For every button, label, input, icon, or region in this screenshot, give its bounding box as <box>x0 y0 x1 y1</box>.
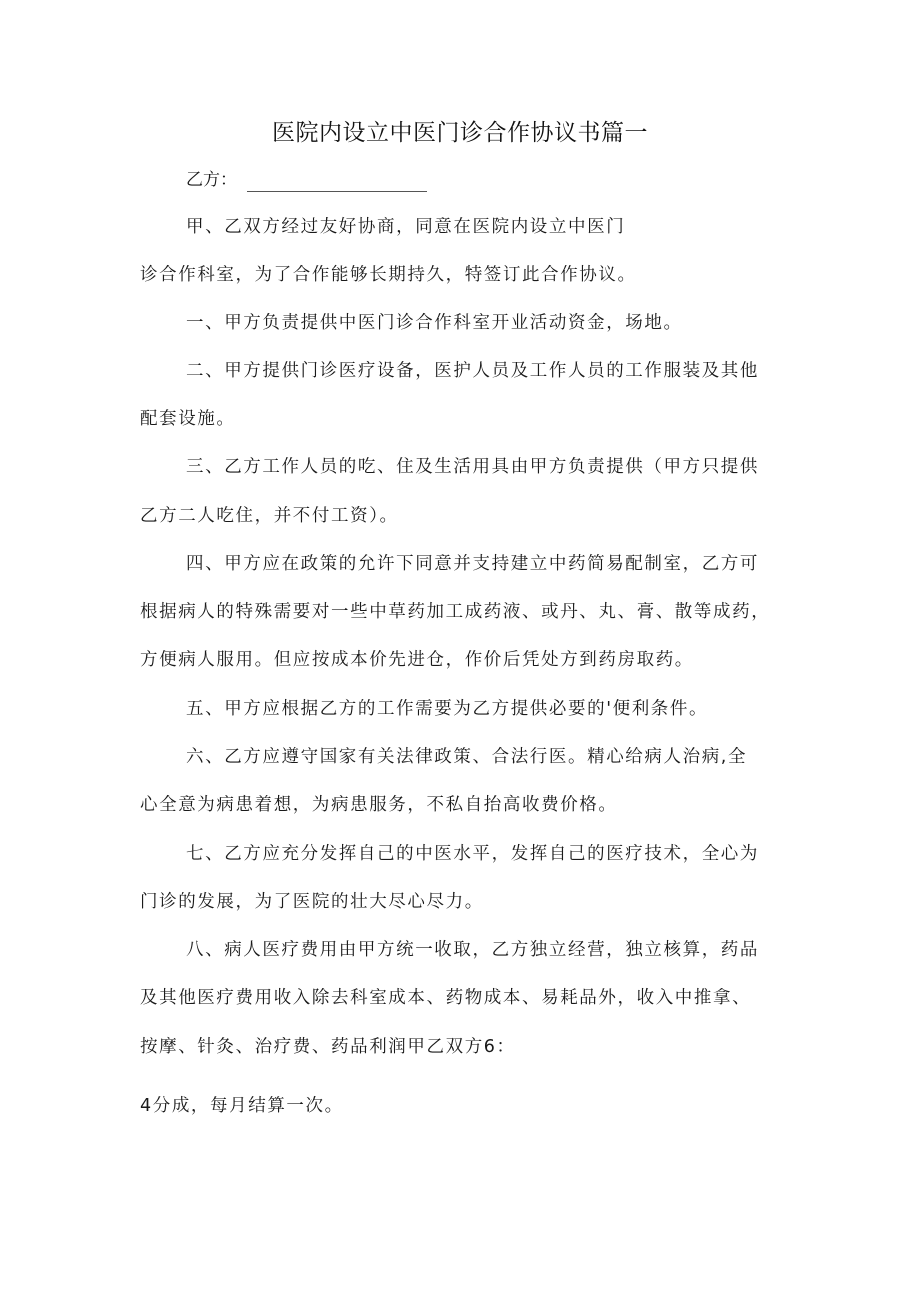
clause-7-line: 七、乙方应充分发挥自己的中医水平，发挥自己的医疗技术，全心为 <box>186 844 759 864</box>
clause-3-line: 三、乙方工作人员的吃、住及生活用具由甲方负责提供（甲方只提供 <box>186 457 759 477</box>
party-b-blank-field <box>247 174 427 192</box>
clause-8-line: 八、病人医疗费用由甲方统一收取，乙方独立经营，独立核算，药品 <box>186 940 759 960</box>
clause-1-line: 一、甲方负责提供中医门诊合作科室开业活动资金，场地。 <box>186 313 683 333</box>
clause-3-line: 乙方二人吃住，并不付工资）。 <box>140 506 399 526</box>
party-b-label: 乙方： <box>186 170 237 190</box>
document-title: 医院内设立中医门诊合作协议书篇一 <box>272 120 648 146</box>
clause-4-line: 方便病人服用。但应按成本价先进仓，作价后凭处方到药房取药。 <box>140 650 694 670</box>
clause-7-line: 门诊的发展，为了医院的壮大尽心尽力。 <box>140 892 484 912</box>
clause-4-line: 四、甲方应在政策的允许下同意并支持建立中药简易配制室，乙方可 <box>186 554 759 574</box>
clause-8-line: 4分成，每月结算一次。 <box>140 1096 344 1116</box>
paragraph-line: 诊合作科室，为了合作能够长期持久，特签订此合作协议。 <box>140 265 637 285</box>
clause-8-line: 及其他医疗费用收入除去科室成本、药物成本、易耗品外，收入中推拿、 <box>140 988 752 1008</box>
clause-5-line: 五、甲方应根据乙方的工作需要为乙方提供必要的'便利条件。 <box>186 699 709 719</box>
clause-8-line: 按摩、针灸、治疗费、药品利润甲乙双方6： <box>140 1037 516 1057</box>
clause-6-line: 心全意为病患着想，为病患服务，不私自抬高收费价格。 <box>140 795 618 815</box>
clause-4-line: 根据病人的特殊需要对一些中草药加工成药液、或丹、丸、膏、散等成药， <box>140 602 771 622</box>
party-b-line <box>186 168 427 192</box>
clause-2-line: 配套设施。 <box>140 409 236 429</box>
paragraph-line: 甲、乙双方经过友好协商，同意在医院内设立中医门 <box>186 217 626 237</box>
clause-2-line: 二、甲方提供门诊医疗设备，医护人员及工作人员的工作服装及其他 <box>186 361 759 381</box>
clause-6-line: 六、乙方应遵守国家有关法律政策、合法行医。精心给病人治病,全 <box>186 747 748 767</box>
